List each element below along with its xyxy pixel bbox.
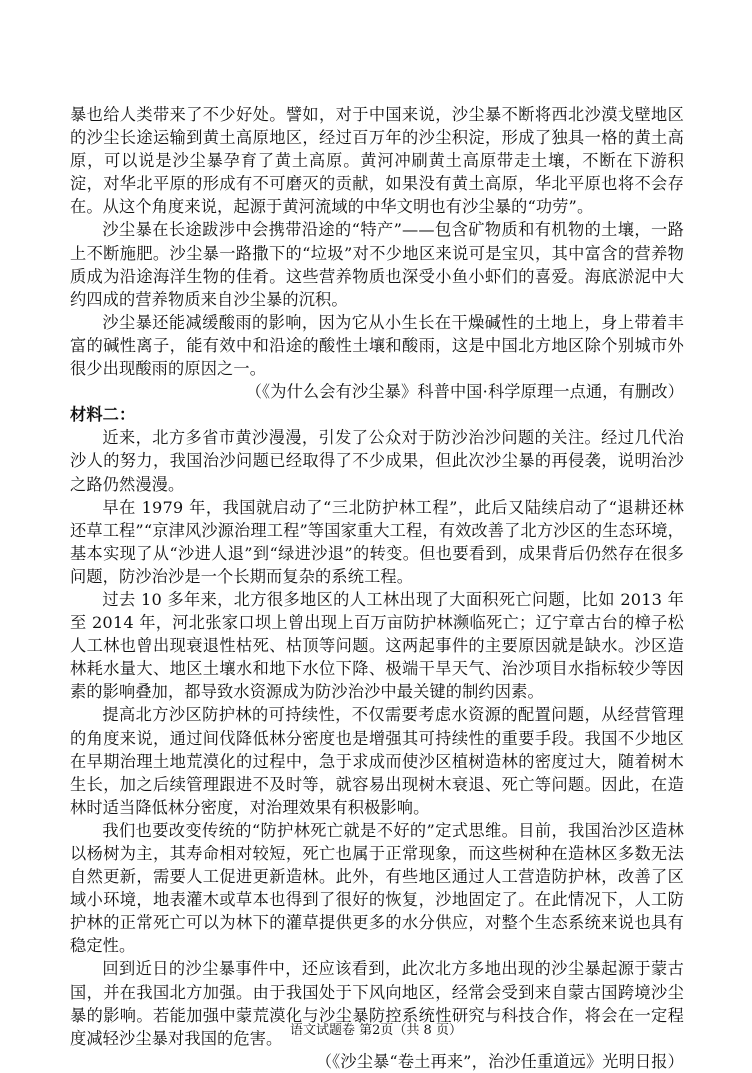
source-citation: （《为什么会有沙尘暴》科普中国·科学原理一点通，有删改） xyxy=(245,382,684,402)
paragraph: 提高北方沙区防护林的可持续性，不仅需要考虑水资源的配置问题，从经营管理的角度来说，通过间伐降低林分密度也是增强其可持续性的重要手段。我国不少地区在早期治理土地荒漠化的过程中，急于求成而使沙区植树造林的密度过大，随着树木生长，加之后续管理跟进不及时等，就容易出现树木衰退、死亡等问题。因此，在造林时适当降低林分密度，对治理效果有积极影响。 xyxy=(70,705,684,817)
paragraph: 沙尘暴还能减缓酸雨的影响，因为它从小生长在干燥碱性的土地上，身上带着丰富的碱性离子，能有效中和沿途的酸性土壤和酸雨，这是中国北方地区除个别城市外很少出现酸雨的原因之一。 xyxy=(70,312,684,379)
page-content xyxy=(70,103,684,1073)
paragraph: 回到近日的沙尘暴事件中，还应该看到，此次北方多地出现的沙尘暴起源于蒙古国，并在我国北方加强。由于我国处于下风向地区，经常会受到来自蒙古国跨境沙尘暴的影响。若能加强中蒙荒漠化与沙尘暴防控系统性研究与科技合作，将会在一定程度减轻沙尘暴对我国的危害。 xyxy=(70,959,684,1048)
section-heading: 材料二： xyxy=(70,405,136,425)
paragraph: 沙尘暴在长途跋涉中会携带沿途的“特产”——包含矿物质和有机物的土壤，一路上不断施肥。沙尘暴一路撒下的“垃圾”对不少地区来说可是宝贝，其中富含的营养物质成为沿途海洋生物的佳肴。这些营养物质也深受小鱼小虾们的喜爱。海底淤泥中大约四成的营养物质来自沙尘暴的沉积。 xyxy=(70,220,684,309)
page-footer: 语文试题卷 第2页（共 8 页） xyxy=(290,1023,462,1038)
paragraph: 近来，北方多省市黄沙漫漫，引发了公众对于防沙治沙问题的关注。经过几代治沙人的努力，我国治沙问题已经取得了不少成果，但此次沙尘暴的再侵袭，说明治沙之路仍然漫漫。 xyxy=(70,428,684,494)
paragraph: 暴也给人类带来了不少好处。譬如，对于中国来说，沙尘暴不断将西北沙漠戈壁地区的沙尘长途运输到黄土高原地区，经过百万年的沙尘积淀，形成了独具一格的黄土高原，可以说是沙尘暴孕育了黄土高原。黄河冲刷黄土高原带走土壤，不断在下游积淀，对华北平原的形成有不可磨灭的贡献，如果没有黄土高原，华北平原也将不会存在。从这个角度来说，起源于黄河流域的中华文明也有沙尘暴的“功劳”。 xyxy=(70,105,684,217)
paragraph: 早在 1979 年，我国就启动了“三北防护林工程”，此后又陆续启动了“退耕还林还草工程”“京津风沙源治理工程”等国家重大工程，有效改善了北方沙区的生态环境，基本实现了从“沙进人退”到“绿进沙退”的转变。但也要看到，成果背后仍然存在很多问题，防沙治沙是一个长期而复杂的系统工程。 xyxy=(70,497,684,586)
paragraph: 过去 10 多年来，北方很多地区的人工林出现了大面积死亡问题，比如 2013 年至 2014 年，河北张家口坝上曾出现上百万亩防护林濒临死亡；辽宁章古台的樟子松人工林也曾出现衰退性枯死、枯顶等问题。这两起事件的主要原因就是缺水。沙区造林耗水量大、地区土壤水和地下水位下降、极端干旱天气、治沙项目水指标较少等因素的影响叠加，都导致水资源成为防沙治沙中最关键的制约因素。 xyxy=(70,589,684,702)
paragraph: 我们也要改变传统的“防护林死亡就是不好的”定式思维。目前，我国治沙区造林以杨树为主，其寿命相对较短，死亡也属于正常现象，而这些树种在造林区多数无法自然更新，需要人工促进更新造林。此外，有些地区通过人工营造防护林，改善了区域小环境，地表灌木或草本也得到了很好的恢复，沙地固定了。在此情况下，人工防护林的正常死亡可以为林下的灌草提供更多的水分供应，对整个生态系统来说也具有稳定性。 xyxy=(70,820,684,956)
source-citation: （《沙尘暴“卷土再来”，治沙任重道远》光明日报） xyxy=(315,1051,684,1071)
